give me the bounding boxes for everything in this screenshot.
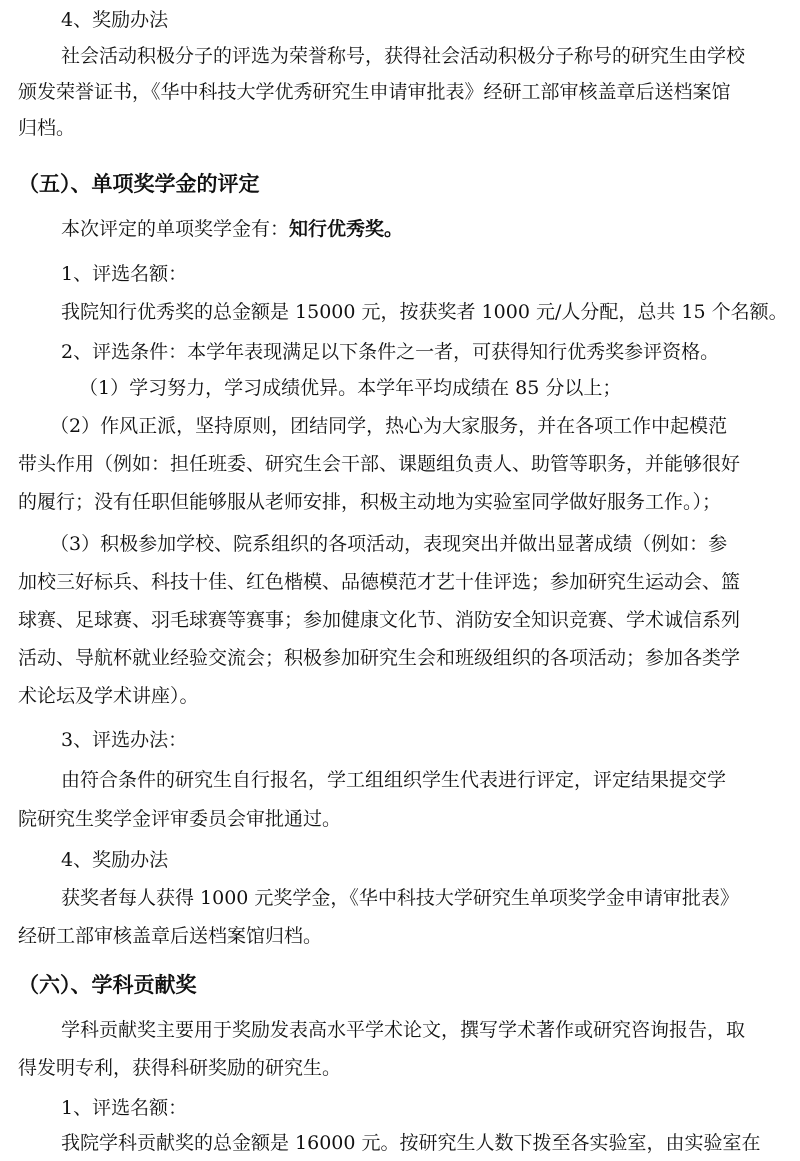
- criteria-item: （2）作风正派，坚持原则，团结同学，热心为大家服务，并在各项工作中起模范: [50, 415, 728, 437]
- paragraph-line: 经研工部审核盖章后送档案馆归档。: [18, 925, 323, 947]
- heading-section-six: （六）、学科贡献奖: [18, 973, 197, 997]
- paragraph-line: 的履行；没有任职但能够服从老师安排，积极主动地为实验室同学做好服务工作。）；: [18, 491, 722, 513]
- section-title-reward-method: 4、奖励办法: [61, 849, 169, 871]
- paragraph-line: 获奖者每人获得 1000 元奖学金，《华中科技大学研究生单项奖学金申请审批表》: [61, 887, 739, 909]
- intro-text: 本次评定的单项奖学金有：: [61, 218, 290, 240]
- criteria-item: （3）积极参加学校、院系组织的各项活动，表现突出并做出显著成绩（例如：参: [50, 533, 728, 555]
- paragraph-line: 归档。: [18, 117, 76, 139]
- paragraph-line: 院研究生奖学金评审委员会审批通过。: [18, 808, 342, 830]
- paragraph-line: 我院知行优秀奖的总金额是 15000 元，按获奖者 1000 元/人分配，总共 15 个名额。: [61, 301, 788, 323]
- section-title-quota: 1、评选名额：: [61, 263, 188, 285]
- paragraph-line: 球赛、足球赛、羽毛球赛等赛事；参加健康文化节、消防安全知识竞赛、学术诚信系列: [18, 609, 741, 631]
- paragraph-line: 我院学科贡献奖的总金额是 16000 元。按研究生人数下拨至各实验室，由实验室在: [61, 1132, 761, 1154]
- section-title-method: 3、评选办法：: [61, 729, 188, 751]
- section-title-criteria: 2、评选条件：本学年表现满足以下条件之一者，可获得知行优秀奖参评资格。: [61, 341, 720, 363]
- paragraph-line: 社会活动积极分子的评选为荣誉称号，获得社会活动积极分子称号的研究生由学校: [61, 45, 746, 67]
- paragraph-line: 活动、导航杯就业经验交流会；积极参加研究生会和班级组织的各项活动；参加各类学: [18, 647, 741, 669]
- section-title-reward-method: 4、奖励办法: [61, 9, 169, 31]
- paragraph-line: [0, 211, 800, 247]
- paragraph-line: 术论坛及学术讲座）。: [18, 685, 199, 707]
- paragraph-line: 由符合条件的研究生自行报名，学工组组织学生代表进行评定，评定结果提交学: [61, 769, 727, 791]
- criteria-item: （1）学习努力，学习成绩优异。本学年平均成绩在 85 分以上；: [79, 377, 622, 399]
- paragraph-line: 学科贡献奖主要用于奖励发表高水平学术论文，撰写学术著作或研究咨询报告，取: [61, 1019, 746, 1041]
- paragraph-line: 得发明专利，获得科研奖励的研究生。: [18, 1057, 342, 1079]
- paragraph-line: 带头作用（例如：担任班委、研究生会干部、课题组负责人、助管等职务，并能够很好: [18, 453, 741, 475]
- award-name: 知行优秀奖。: [289, 218, 404, 240]
- paragraph-line: 颁发荣誉证书，《华中科技大学优秀研究生申请审批表》经研工部审核盖章后送档案馆: [18, 81, 731, 103]
- paragraph-line: 加校三好标兵、科技十佳、红色楷模、品德模范才艺十佳评选；参加研究生运动会、篮: [18, 571, 741, 593]
- section-title-quota: 1、评选名额：: [61, 1097, 188, 1119]
- heading-section-five: （五）、单项奖学金的评定: [18, 172, 260, 196]
